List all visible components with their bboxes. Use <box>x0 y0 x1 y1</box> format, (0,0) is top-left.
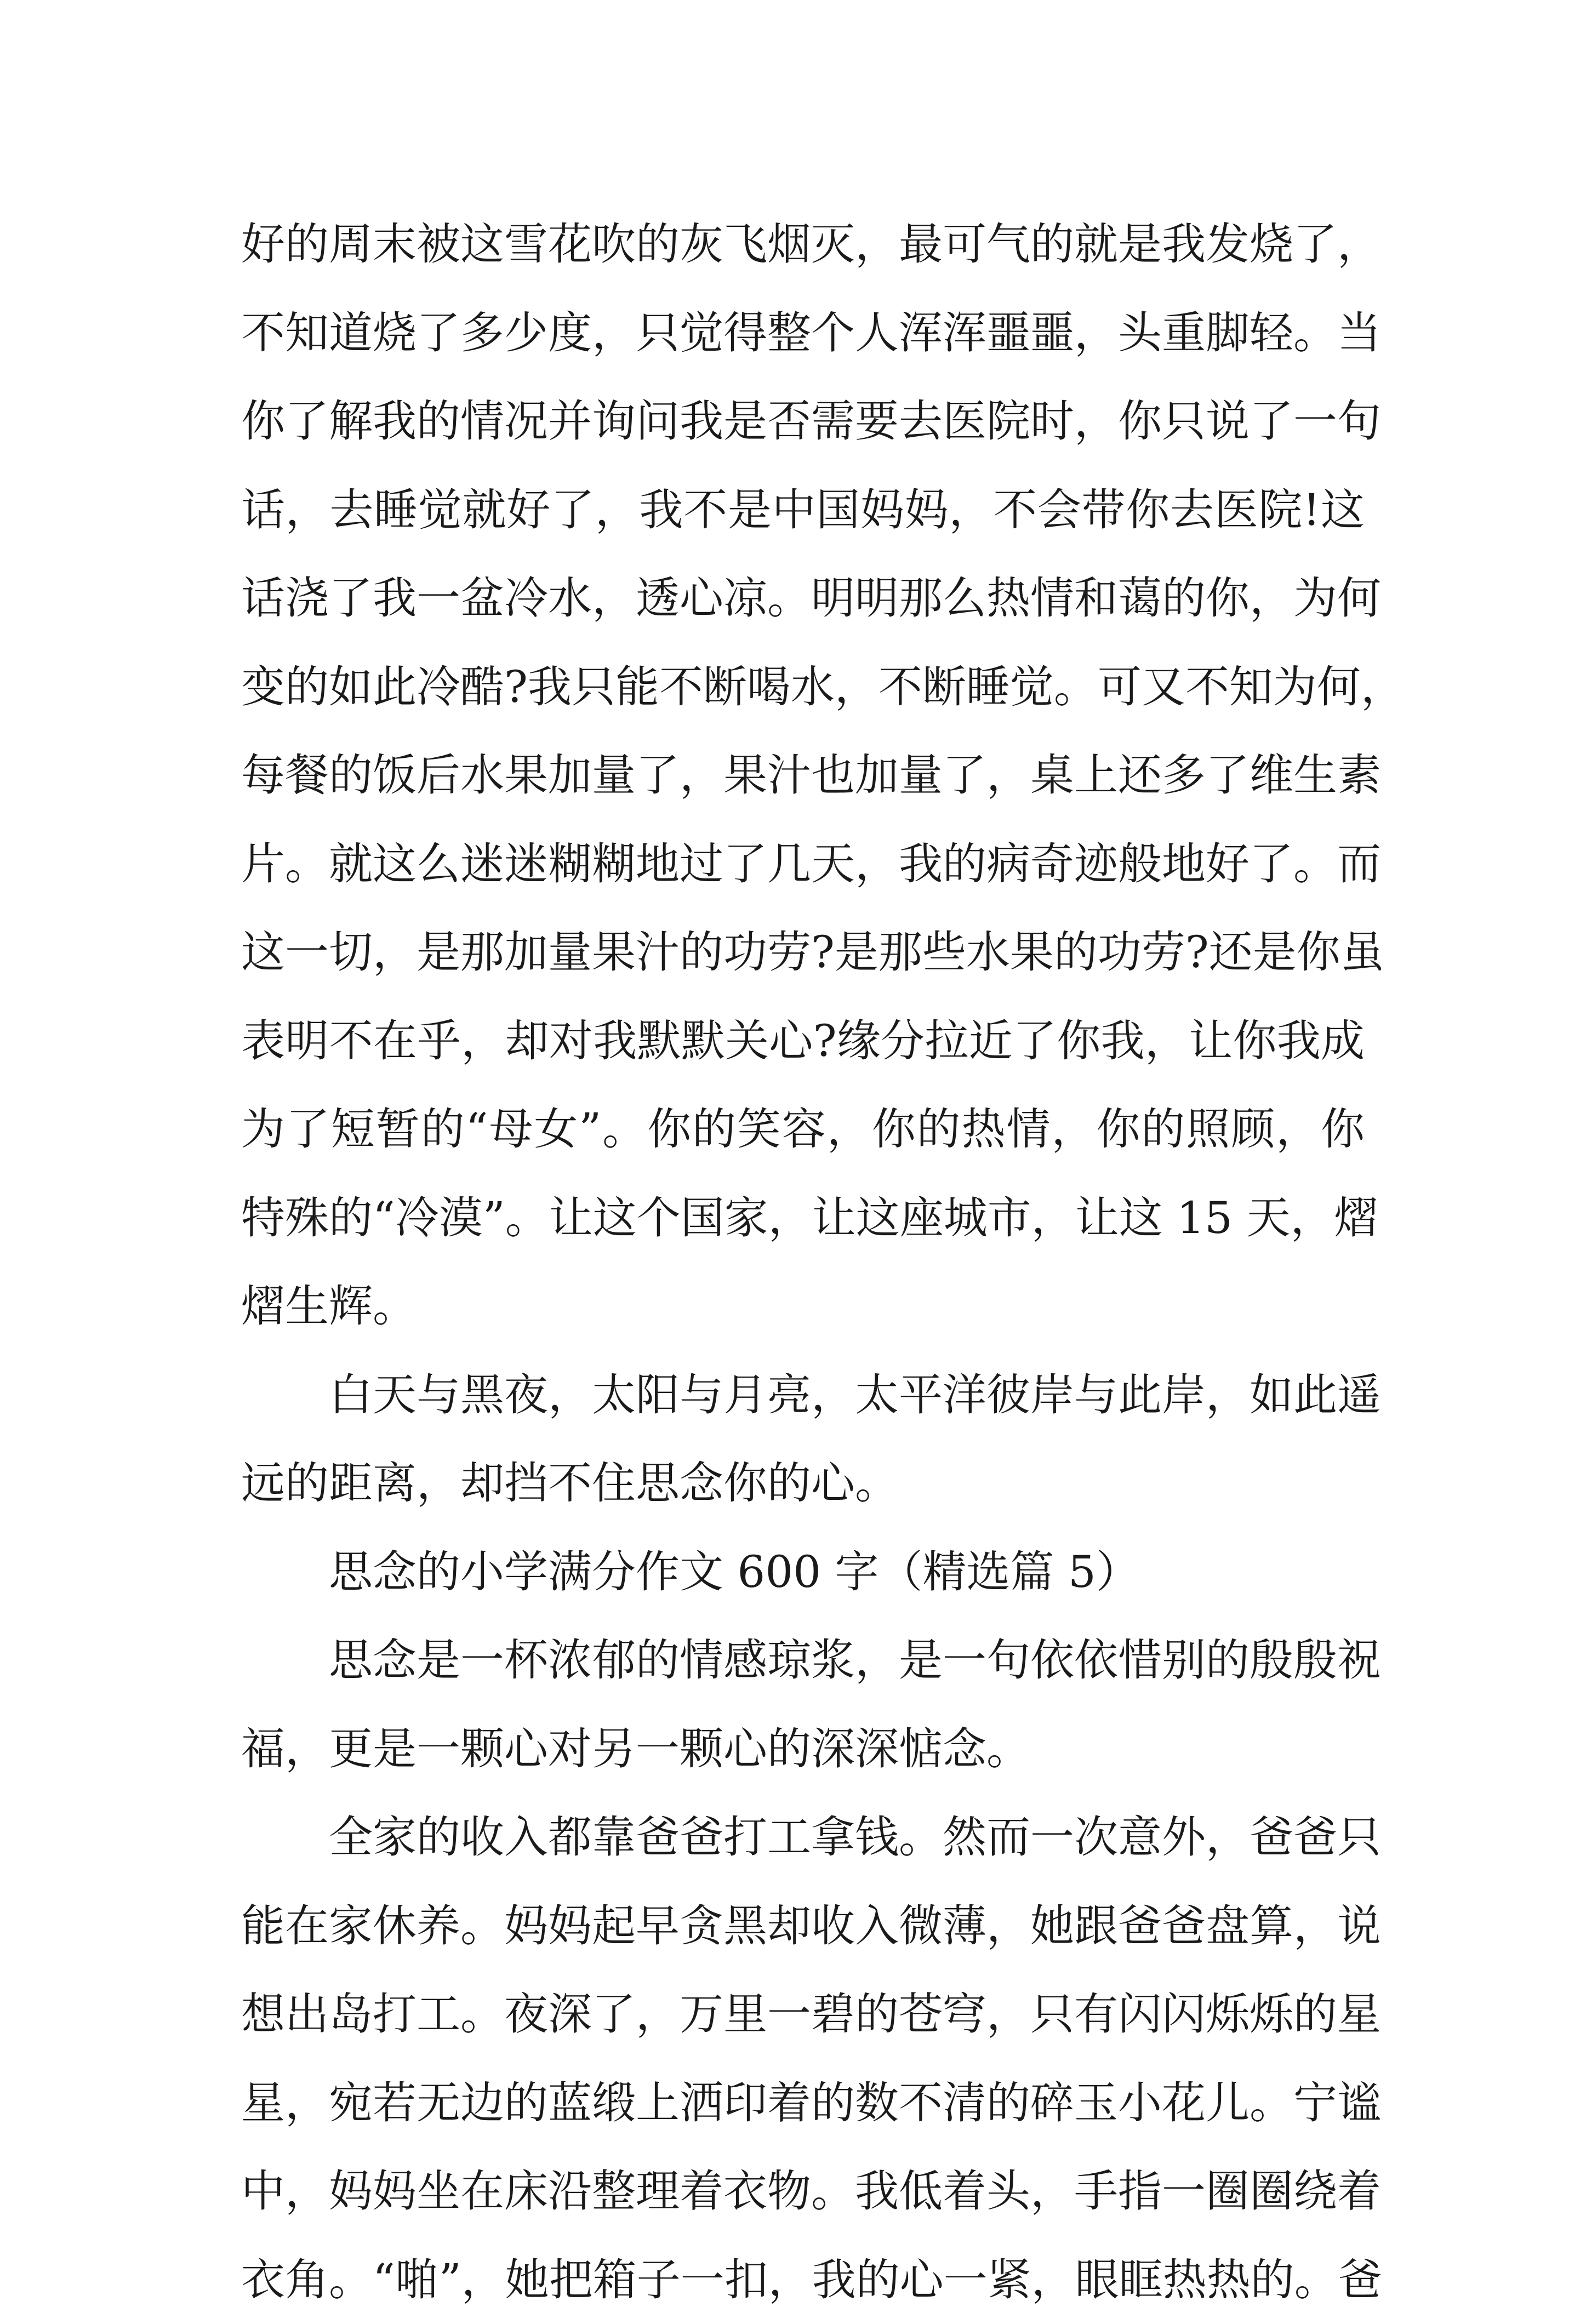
text-line: 不知道烧了多少度，只觉得整个人浑浑噩噩，头重脚轻。当 <box>241 289 1365 378</box>
text-line: 好的周末被这雪花吹的灰飞烟灭，最可气的就是我发烧了， <box>241 200 1365 289</box>
text-line: 能在家休养。妈妈起早贪黑却收入微薄，她跟爸爸盘算，说 <box>241 1882 1365 1971</box>
document-body <box>241 200 1365 2324</box>
text-line: 片。就这么迷迷糊糊地过了几天，我的病奇迹般地好了。而 <box>241 820 1365 909</box>
text-line: 你了解我的情况并询问我是否需要去医院时，你只说了一句 <box>241 377 1365 466</box>
text-line: 表明不在乎，却对我默默关心?缘分拉近了你我，让你我成 <box>241 997 1365 1086</box>
text-line: 特殊的“冷漠”。让这个国家，让这座城市，让这 15 天，熠 <box>241 1174 1365 1263</box>
text-line: 星，宛若无边的蓝缎上洒印着的数不清的碎玉小花儿。宁谧 <box>241 2059 1365 2148</box>
text-line: 熠生辉。 <box>241 1262 1365 1351</box>
text-line: 话浇了我一盆冷水，透心凉。明明那么热情和蔼的你，为何 <box>241 554 1365 643</box>
section-heading: 思念的小学满分作文 600 字（精选篇 5） <box>241 1528 1365 1617</box>
text-line: 变的如此冷酷?我只能不断喝水，不断睡觉。可又不知为何， <box>241 643 1365 732</box>
text-line: 远的距离，却挡不住思念你的心。 <box>241 1439 1365 1528</box>
text-line: 想出岛打工。夜深了，万里一碧的苍穹，只有闪闪烁烁的星 <box>241 1970 1365 2059</box>
text-line: 福，更是一颗心对另一颗心的深深惦念。 <box>241 1705 1365 1794</box>
text-line: 话，去睡觉就好了，我不是中国妈妈，不会带你去医院!这 <box>241 466 1365 555</box>
text-line: 这一切，是那加量果汁的功劳?是那些水果的功劳?还是你虽 <box>241 908 1365 997</box>
text-line: 为了短暂的“母女”。你的笑容，你的热情，你的照顾，你 <box>241 1085 1365 1174</box>
text-line: 衣角。“啪”，她把箱子一扣，我的心一紧，眼眶热热的。爸 <box>241 2236 1365 2324</box>
text-line: 全家的收入都靠爸爸打工拿钱。然而一次意外，爸爸只 <box>241 1793 1365 1882</box>
text-line: 中，妈妈坐在床沿整理着衣物。我低着头，手指一圈圈绕着 <box>241 2147 1365 2236</box>
text-line: 思念是一杯浓郁的情感琼浆，是一句依依惜别的殷殷祝 <box>241 1616 1365 1705</box>
text-line: 每餐的饭后水果加量了，果汁也加量了，桌上还多了维生素 <box>241 731 1365 820</box>
text-line: 白天与黑夜，太阳与月亮，太平洋彼岸与此岸，如此遥 <box>241 1351 1365 1440</box>
